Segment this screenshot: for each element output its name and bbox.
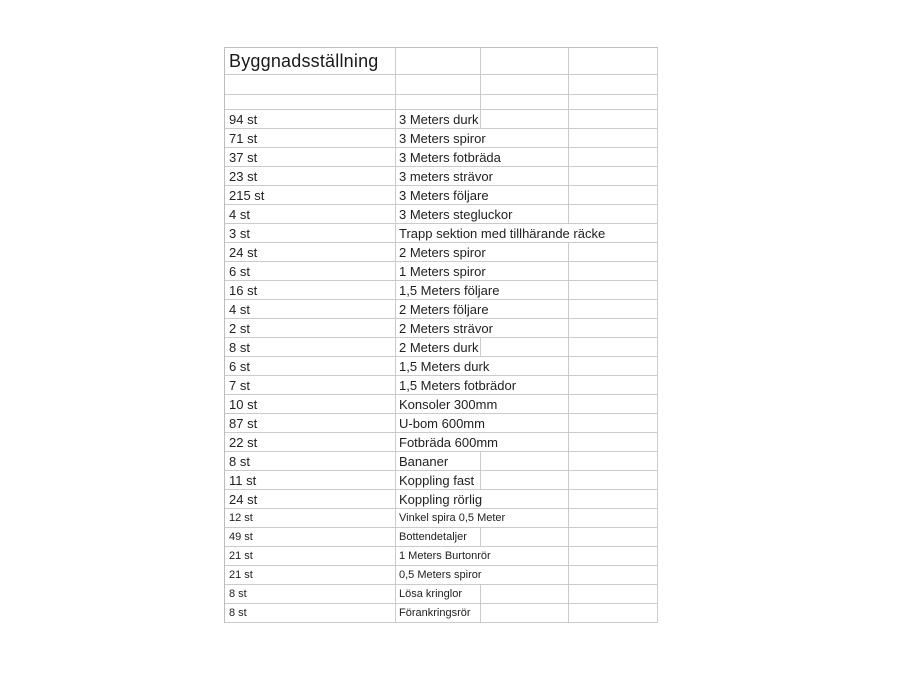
column-divider — [480, 48, 481, 74]
table-row — [225, 528, 657, 547]
table-row — [225, 319, 657, 338]
description-cell: Lösa kringlor — [399, 588, 462, 600]
description-area — [396, 509, 657, 527]
column-divider — [568, 566, 569, 584]
description-cell: 3 Meters fotbräda — [399, 149, 501, 165]
column-divider — [568, 452, 569, 470]
table-row — [225, 148, 657, 167]
column-divider — [568, 167, 569, 185]
table-row — [225, 110, 657, 129]
column-divider — [568, 95, 569, 109]
empty-cells — [396, 75, 657, 94]
column-divider — [568, 281, 569, 299]
empty-cell — [225, 75, 396, 94]
quantity-cell: 4 st — [225, 300, 396, 318]
description-area — [396, 338, 657, 356]
column-divider — [568, 205, 569, 223]
column-divider — [568, 414, 569, 432]
table-row — [225, 243, 657, 262]
column-divider — [480, 604, 481, 622]
column-divider — [568, 148, 569, 166]
table-row — [225, 566, 657, 585]
description-cell: 2 Meters spiror — [399, 244, 486, 260]
description-area — [396, 319, 657, 337]
description-cell: Bottendetaljer — [399, 531, 467, 543]
description-area — [396, 243, 657, 261]
column-divider — [568, 395, 569, 413]
quantity-cell: 16 st — [225, 281, 396, 299]
description-area — [396, 452, 657, 470]
column-divider — [480, 75, 481, 94]
column-divider — [568, 75, 569, 94]
quantity-cell: 8 st — [225, 604, 396, 622]
quantity-cell: 4 st — [225, 205, 396, 223]
description-area — [396, 262, 657, 280]
description-cell: Vinkel spira 0,5 Meter — [399, 512, 506, 524]
column-divider — [568, 129, 569, 147]
description-area — [396, 471, 657, 489]
table-row — [225, 129, 657, 148]
description-cell: Koppling fast — [399, 472, 475, 488]
table-row — [225, 262, 657, 281]
table-row — [225, 433, 657, 452]
description-area — [396, 414, 657, 432]
table-row — [225, 224, 657, 243]
quantity-cell: 8 st — [225, 452, 396, 470]
description-area — [396, 604, 657, 622]
column-divider — [480, 338, 481, 356]
description-cell: 3 Meters stegluckor — [399, 206, 513, 222]
table-row — [225, 395, 657, 414]
quantity-cell: 21 st — [225, 547, 396, 565]
description-cell: 3 Meters spiror — [399, 130, 486, 146]
quantity-cell: 22 st — [225, 433, 396, 451]
description-cell: 2 Meters durk — [399, 339, 479, 355]
description-cell: 1,5 Meters följare — [399, 282, 500, 298]
column-divider — [568, 110, 569, 128]
quantity-cell: 215 st — [225, 186, 396, 204]
description-area — [396, 490, 657, 508]
table-row — [225, 338, 657, 357]
description-area — [396, 300, 657, 318]
description-area — [396, 357, 657, 375]
quantity-cell: 23 st — [225, 167, 396, 185]
description-cell: 1 Meters spiror — [399, 263, 486, 279]
description-cell: Koppling rörlig — [399, 491, 483, 507]
description-area — [396, 528, 657, 546]
sheet-title: Byggnadsställning — [225, 48, 396, 74]
description-cell: 0,5 Meters spiror — [399, 569, 482, 581]
column-divider — [568, 509, 569, 527]
column-divider — [568, 338, 569, 356]
quantity-cell: 87 st — [225, 414, 396, 432]
description-area — [396, 566, 657, 584]
description-cell: U-bom 600mm — [399, 415, 485, 431]
table-body — [225, 110, 657, 623]
description-cell: Fotbräda 600mm — [399, 434, 498, 450]
table-row — [225, 300, 657, 319]
table-row — [225, 357, 657, 376]
empty-row — [225, 95, 657, 110]
quantity-cell: 11 st — [225, 471, 396, 489]
description-area — [396, 433, 657, 451]
table-header-row — [225, 48, 657, 75]
column-divider — [568, 48, 569, 74]
table-row — [225, 281, 657, 300]
column-divider — [480, 110, 481, 128]
quantity-cell: 24 st — [225, 490, 396, 508]
quantity-cell: 94 st — [225, 110, 396, 128]
description-area — [396, 167, 657, 185]
description-cell: 1,5 Meters durk — [399, 358, 490, 374]
description-cell: 1 Meters Burtonrör — [399, 550, 491, 562]
table-row — [225, 490, 657, 509]
quantity-cell: 21 st — [225, 566, 396, 584]
empty-cell — [225, 95, 396, 109]
table-row — [225, 186, 657, 205]
column-divider — [568, 300, 569, 318]
description-cell: Bananer — [399, 453, 449, 469]
column-divider — [568, 243, 569, 261]
column-divider — [568, 490, 569, 508]
table-row — [225, 452, 657, 471]
column-divider — [480, 452, 481, 470]
description-cell: 3 Meters följare — [399, 187, 489, 203]
table-row — [225, 167, 657, 186]
description-cell: Förankringsrör — [399, 607, 471, 619]
description-area — [396, 224, 657, 242]
column-divider — [480, 528, 481, 546]
quantity-cell: 24 st — [225, 243, 396, 261]
column-divider — [480, 585, 481, 603]
column-divider — [568, 376, 569, 394]
quantity-cell: 49 st — [225, 528, 396, 546]
quantity-cell: 6 st — [225, 357, 396, 375]
table-row — [225, 509, 657, 528]
quantity-cell: 12 st — [225, 509, 396, 527]
table-row — [225, 547, 657, 566]
column-divider — [568, 547, 569, 565]
column-divider — [568, 319, 569, 337]
quantity-cell: 2 st — [225, 319, 396, 337]
empty-cells — [396, 95, 657, 109]
description-area — [396, 205, 657, 223]
description-cell: Trapp sektion med tillhärande räcke — [399, 225, 606, 241]
quantity-cell: 10 st — [225, 395, 396, 413]
quantity-cell: 8 st — [225, 585, 396, 603]
table-row — [225, 585, 657, 604]
description-area — [396, 186, 657, 204]
description-cell: 1,5 Meters fotbrädor — [399, 377, 517, 393]
quantity-cell: 71 st — [225, 129, 396, 147]
scaffolding-inventory-table — [224, 47, 658, 623]
description-area — [396, 281, 657, 299]
column-divider — [568, 186, 569, 204]
quantity-cell: 3 st — [225, 224, 396, 242]
description-area — [396, 376, 657, 394]
column-divider — [568, 471, 569, 489]
description-cell: Konsoler 300mm — [399, 396, 498, 412]
table-row — [225, 376, 657, 395]
description-cell: 3 meters strävor — [399, 168, 493, 184]
table-row — [225, 414, 657, 433]
description-cell: 2 Meters strävor — [399, 320, 493, 336]
column-divider — [568, 528, 569, 546]
column-divider — [480, 95, 481, 109]
column-divider — [568, 585, 569, 603]
column-divider — [480, 471, 481, 489]
description-cell: 2 Meters följare — [399, 301, 489, 317]
description-area — [396, 110, 657, 128]
quantity-cell: 37 st — [225, 148, 396, 166]
column-divider — [568, 262, 569, 280]
description-area — [396, 585, 657, 603]
quantity-cell: 7 st — [225, 376, 396, 394]
table-row — [225, 471, 657, 490]
column-divider — [568, 357, 569, 375]
empty-row — [225, 75, 657, 95]
column-divider — [568, 604, 569, 622]
table-row — [225, 604, 657, 623]
quantity-cell: 8 st — [225, 338, 396, 356]
description-area — [396, 547, 657, 565]
column-divider — [568, 433, 569, 451]
description-cell: 3 Meters durk — [399, 111, 479, 127]
quantity-cell: 6 st — [225, 262, 396, 280]
description-area — [396, 129, 657, 147]
description-area — [396, 395, 657, 413]
description-area — [396, 148, 657, 166]
header-empty-cells — [396, 48, 657, 74]
table-row — [225, 205, 657, 224]
